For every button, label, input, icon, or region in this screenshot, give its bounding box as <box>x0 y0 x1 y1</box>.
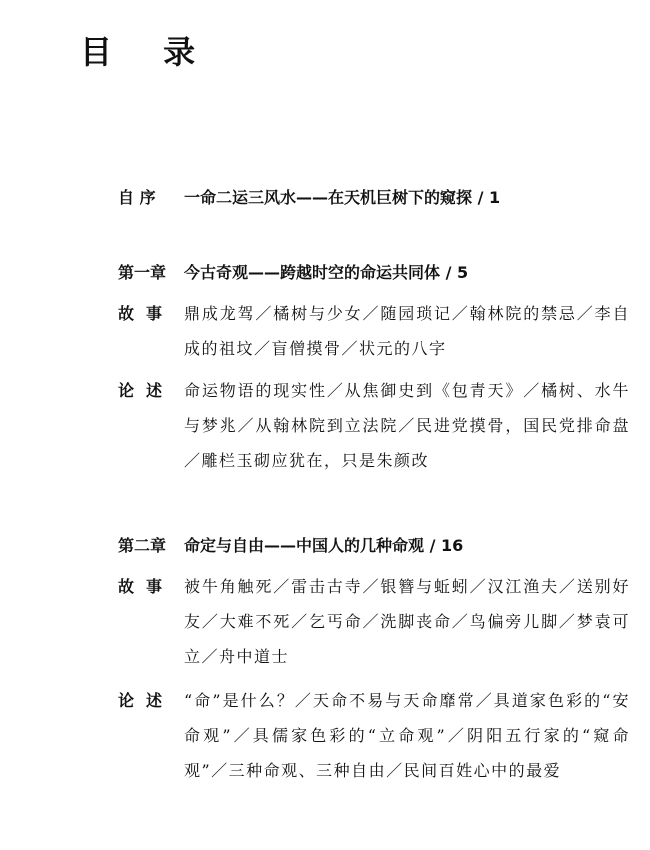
chapter-2-stories-text: 被牛角触死／雷击古寺／银簪与蚯蚓／汉江渔夫／送别好友／大难不死／乞丐命／洗脚丧命／鸟偏旁儿脚／梦袁可立／舟中道士 <box>184 577 630 666</box>
stories-label: 故事 <box>118 304 175 323</box>
discussion-label: 论述 <box>118 381 175 400</box>
page-title: 目 录 <box>80 33 216 71</box>
toc-label-preface: 自 序 <box>118 188 156 207</box>
toc-title-chapter-1: 今古奇观——跨越时空的命运共同体 / 5 <box>184 263 469 282</box>
chapter-2-discussion-text: “命”是什么？／天命不易与天命靡常／具道家色彩的“安命观”／具儒家色彩的“立命观”／阴阳五行家的“窥命观”／三种命观、三种自由／民间百姓心中的最爱 <box>184 691 630 780</box>
chapter-1-discussion-text: 命运物语的现实性／从焦御史到《包青天》／橘树、水牛与梦兆／从翰林院到立法院／民进党摸骨，国民党排命盘／雕栏玉砌应犹在，只是朱颜改 <box>184 381 630 470</box>
toc-entry-preface[interactable] <box>118 186 598 210</box>
toc-title-preface: 一命二运三风水——在天机巨树下的窥探 / 1 <box>184 188 501 207</box>
toc-label-chapter-1: 第一章 <box>118 263 167 282</box>
discussion-label: 论述 <box>118 691 175 710</box>
chapter-1-stories-text: 鼎成龙驾／橘树与少女／随园琐记／翰林院的禁忌／李自成的祖坟／盲僧摸骨／状元的八字 <box>184 304 630 358</box>
toc-entry-chapter-1[interactable] <box>118 261 598 285</box>
toc-title-chapter-2: 命定与自由——中国人的几种命观 / 16 <box>184 536 464 555</box>
stories-label: 故事 <box>118 577 175 596</box>
toc-label-chapter-2: 第二章 <box>118 536 167 555</box>
toc-entry-chapter-2[interactable] <box>118 534 598 558</box>
